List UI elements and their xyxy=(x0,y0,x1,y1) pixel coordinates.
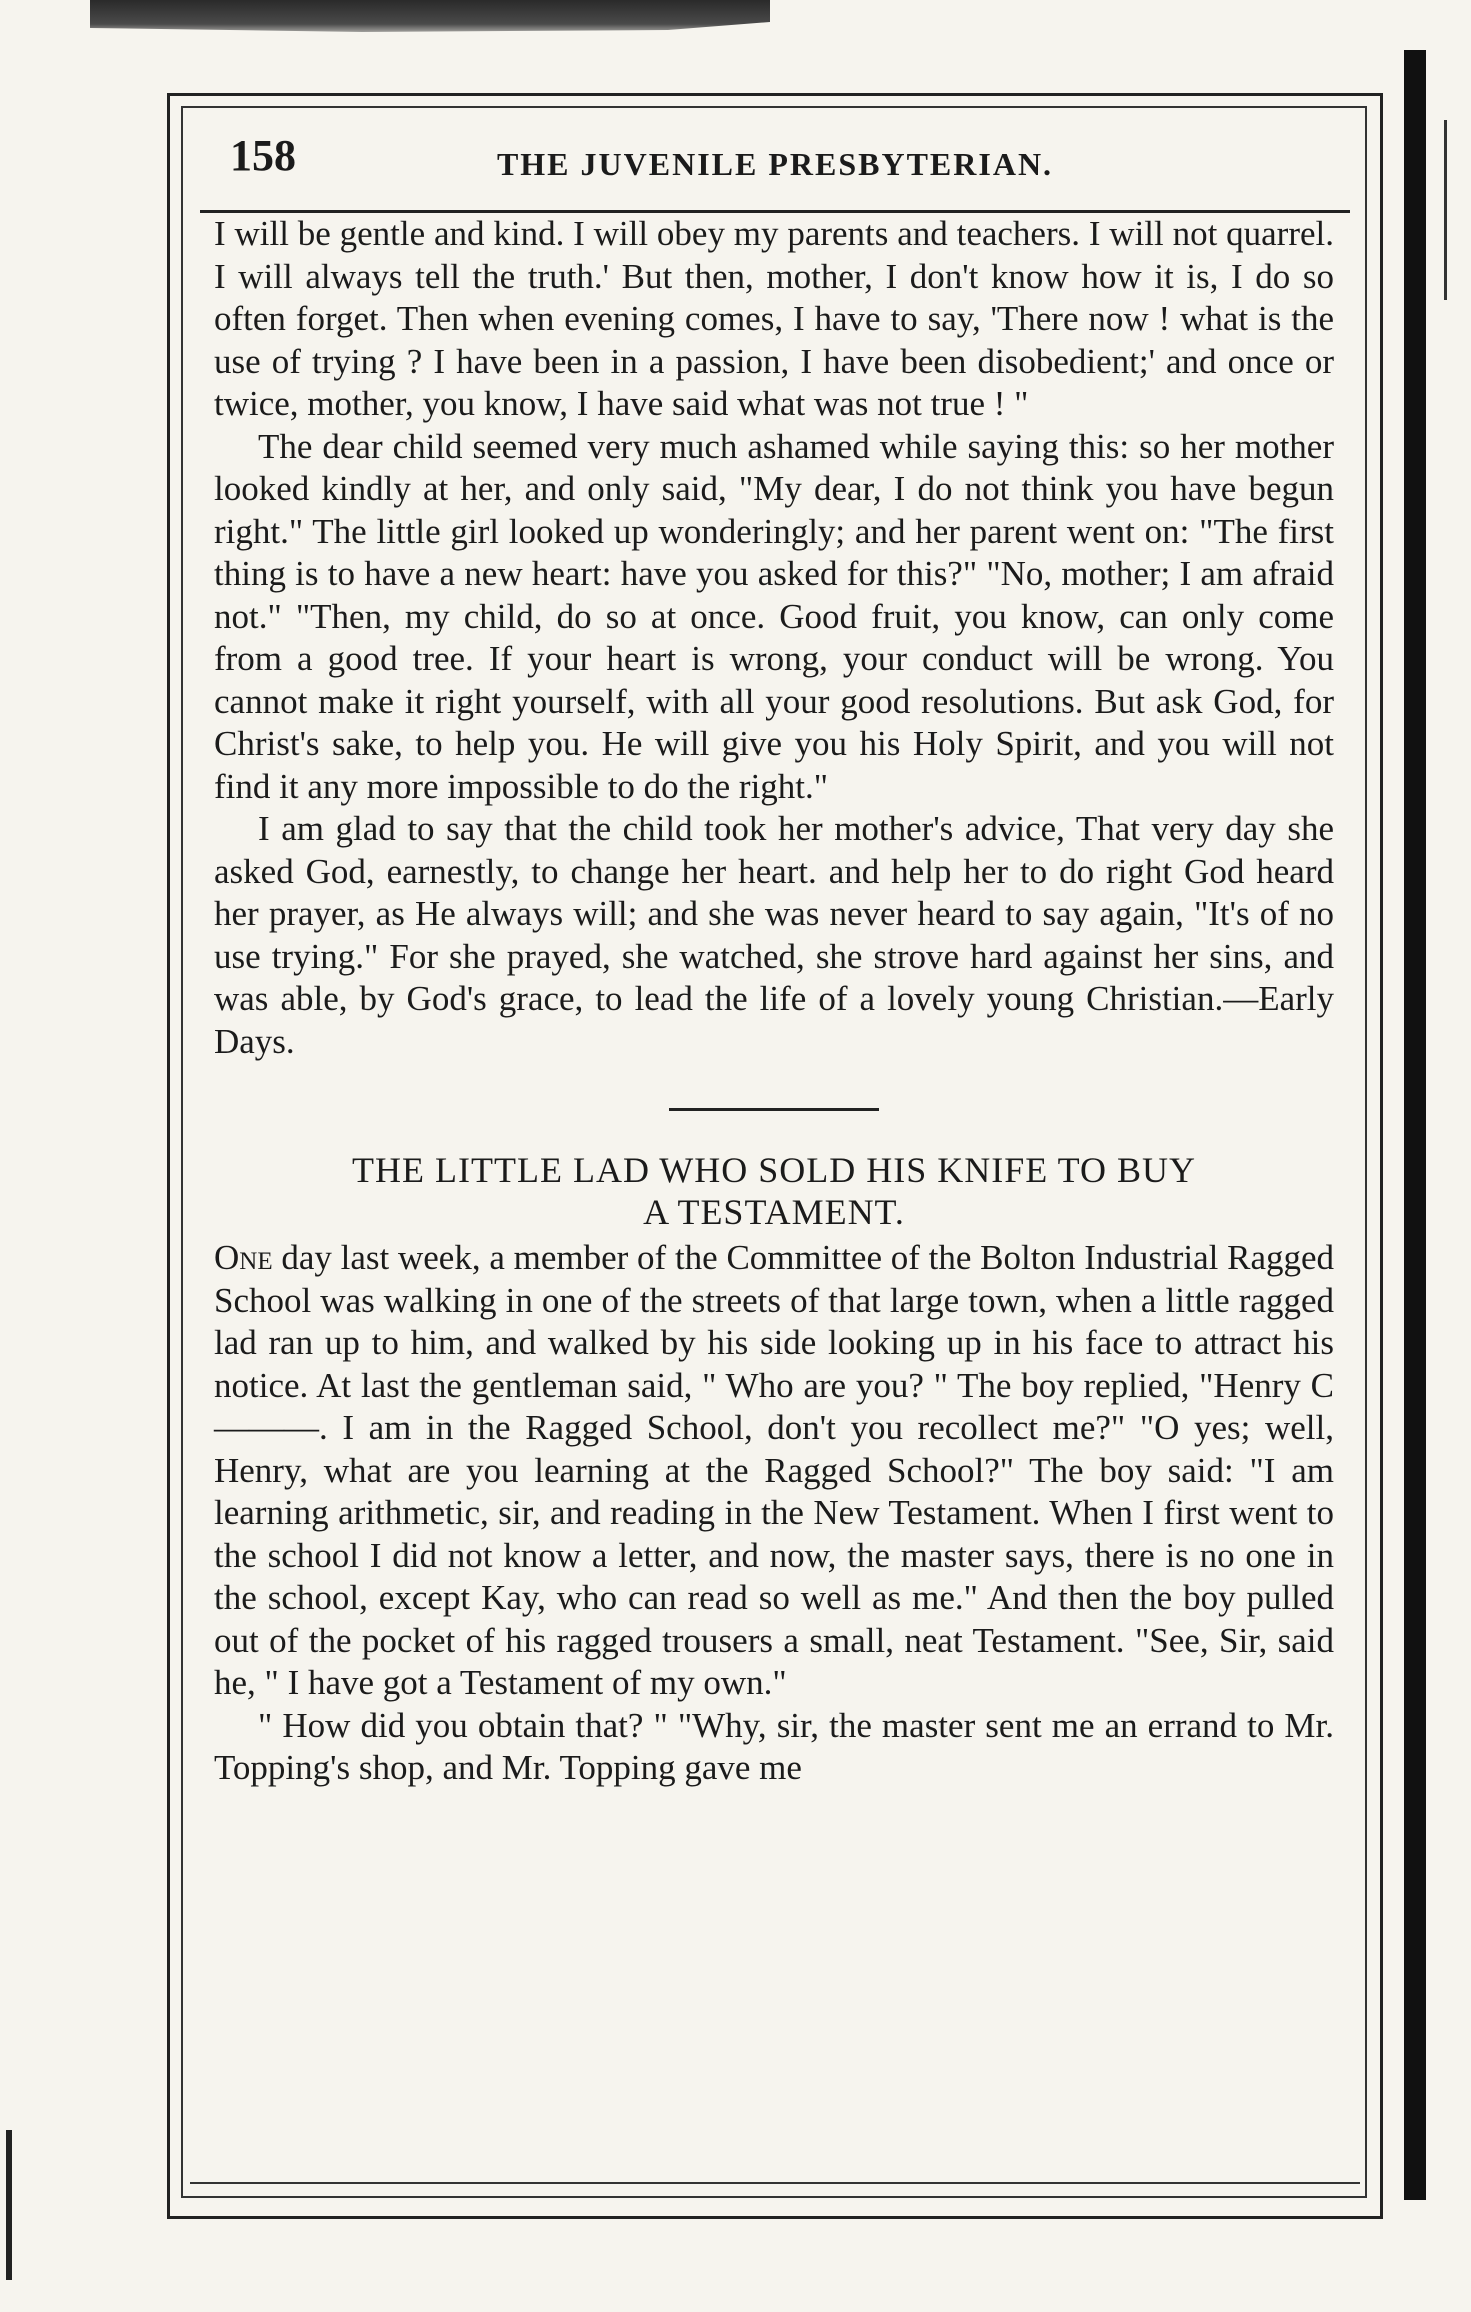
scan-margin-mark xyxy=(6,2130,12,2280)
page-header xyxy=(200,118,1350,213)
bottom-rule xyxy=(190,2182,1360,2184)
article-body xyxy=(200,213,1350,1790)
story2-paragraph xyxy=(214,1237,1334,1705)
running-title: THE JUVENILE PRESBYTERIAN. xyxy=(496,146,1054,182)
page-number: 158 xyxy=(230,131,296,180)
scan-edge-shadow xyxy=(90,0,770,40)
story1-paragraph: The dear child seemed very much ashamed while saying this: so her mother looked kindly at her, and only said, "My dear, I do not think you have begun right." The little girl looked up wonderingly; and her parent went on: "The first thing is to have a new heart: have you asked for this?" "No, mother; I am afraid not." "Then, my child, do so at once. Good fruit, you know, can only come from a good tree. If your heart is wrong, your conduct will be wrong. You cannot make it right yourself, with all your good resolutions. But ask God, for Christ's sake, to help you. He will give you his Holy Spirit, and you will not find it any more impossible to do the right." xyxy=(214,426,1334,806)
story2-paragraph: " How did you obtain that? " "Why, sir, the master sent me an errand to Mr. Topping's shop, and Mr. Topping gave me xyxy=(214,1705,1334,1787)
section-title xyxy=(214,1149,1334,1233)
lead-word: One xyxy=(214,1238,273,1277)
story1-paragraph: I will be gentle and kind. I will obey my parents and teachers. I will not quarrel. I will always tell the truth.' But then, mother, I don't know how it is, I do so often forget. Then when evening comes, I have to say, 'There now ! what is the use of trying ? I have been in a passion, I have been disobedient;' and once or twice, mother, you know, I have said what was not true ! " xyxy=(214,214,1334,423)
story2-paragraph-text: day last week, a member of the Committee of the Bolton Industrial Ragged School was walking in one of the streets of that large town, when a little ragged lad ran up to him, and walked by his side looking up in his face to attract his notice. At last the gentleman said, " Who are you? " The boy replied, "Henry C———. I am in the Ragged School, don't you recollect me?" "O yes; well, Henry, what are you learning at the Ragged School?" The boy said: "I am learning arithmetic, sir, and reading in the New Testament. When I first went to the school I did not know a letter, and now, the master says, there is no one in the school, except Kay, who can read so well as me." And then the boy pulled out of the pocket of his ragged trousers a small, neat Testament. "See, Sir, said he, " I have got a Testament of my own." xyxy=(214,1238,1335,1702)
book-spine-edge xyxy=(1404,50,1426,2200)
page xyxy=(200,118,1350,1790)
section-divider xyxy=(669,1108,879,1111)
story1-paragraph: I am glad to say that the child took her mother's advice, That very day she asked God, earnestly, to change her heart. and help her to do right God heard her prayer, as He always will; and she was never heard to say again, "It's of no use trying." For she prayed, she watched, she strove hard against her sins, and was able, by God's grace, to lead the life of a lovely young Christian.—Early Days. xyxy=(214,809,1334,1061)
section-title-line: A TESTAMENT. xyxy=(643,1192,905,1232)
book-spine-mark xyxy=(1444,120,1447,300)
section-title-line: THE LITTLE LAD WHO SOLD HIS KNIFE TO BUY xyxy=(352,1150,1196,1190)
